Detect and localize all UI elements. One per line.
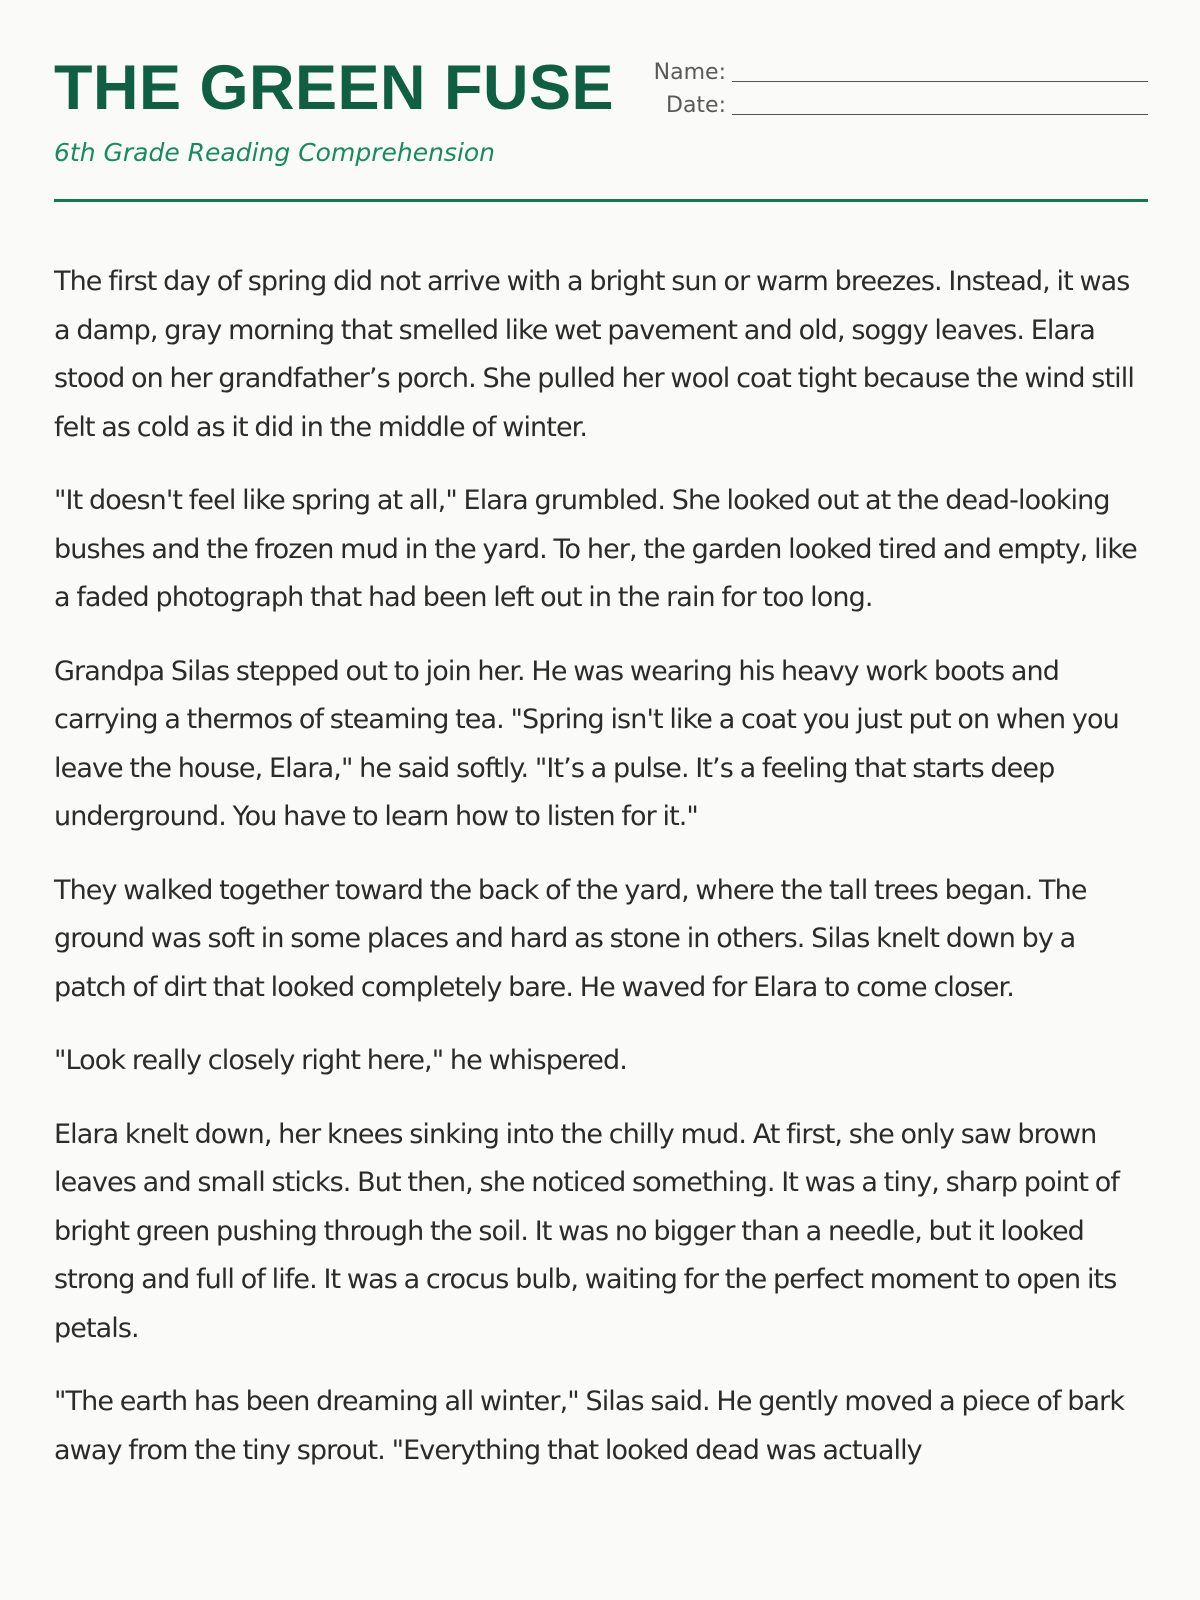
name-field-row xyxy=(628,54,1148,87)
student-info-fields xyxy=(628,54,1148,120)
worksheet-page xyxy=(54,0,1148,1600)
story-paragraph: The first day of spring did not arrive with a bright sun or warm breezes. Instead, it was a damp, gray morning that smelled like wet pavement and old, soggy leaves. Elara stood on her grandfather’s porch. She pulled her wool coat tight because the wind still felt as cold as it did in the middle of winter. xyxy=(54,266,1134,443)
story-paragraph: "The earth has been dreaming all winter," Silas said. He gently moved a piece of bark away from the tiny sprout. "Everything that looked dead was actually xyxy=(54,1386,1125,1466)
name-blank-line xyxy=(732,57,1148,82)
worksheet-subtitle: 6th Grade Reading Comprehension xyxy=(54,138,496,167)
header-divider xyxy=(54,199,1148,202)
worksheet-title: THE GREEN FUSE xyxy=(54,53,615,123)
story-text xyxy=(54,258,1148,1500)
story-paragraph: "Look really closely right here," he whispered. xyxy=(54,1045,627,1076)
date-label: Date: xyxy=(666,93,726,118)
story-paragraph: They walked together toward the back of the yard, where the tall trees began. The ground was soft in some places and hard as stone in others. Silas knelt down by a patch of dirt that looked completely bare. He waved for Elara to come closer. xyxy=(54,874,1087,1003)
date-blank-line xyxy=(732,90,1148,115)
story-paragraph: Grandpa Silas stepped out to join her. He was wearing his heavy work boots and carrying a thermos of steaming tea. "Spring isn't like a coat you just put on when you leave the house, Elara," he said softly. "It’s a pulse. It’s a feeling that starts deep underground. You have to learn how to listen for it." xyxy=(54,655,1119,832)
worksheet-header xyxy=(54,0,1148,204)
name-label: Name: xyxy=(653,60,726,85)
date-field-row xyxy=(628,87,1148,120)
story-paragraph: "It doesn't feel like spring at all," Elara grumbled. She looked out at the dead-looking bushes and the frozen mud in the yard. To her, the garden looked tired and empty, like a faded photograph that had been left out in the rain for too long. xyxy=(54,485,1137,613)
story-paragraph: Elara knelt down, her knees sinking into the chilly mud. At first, she only saw brown leaves and small sticks. But then, she noticed something. It was a tiny, sharp point of bright green pushing through the soil. It was no bigger than a needle, but it looked strong and full of life. It was a crocus bulb, waiting for the perfect moment to open its petals. xyxy=(54,1118,1120,1344)
